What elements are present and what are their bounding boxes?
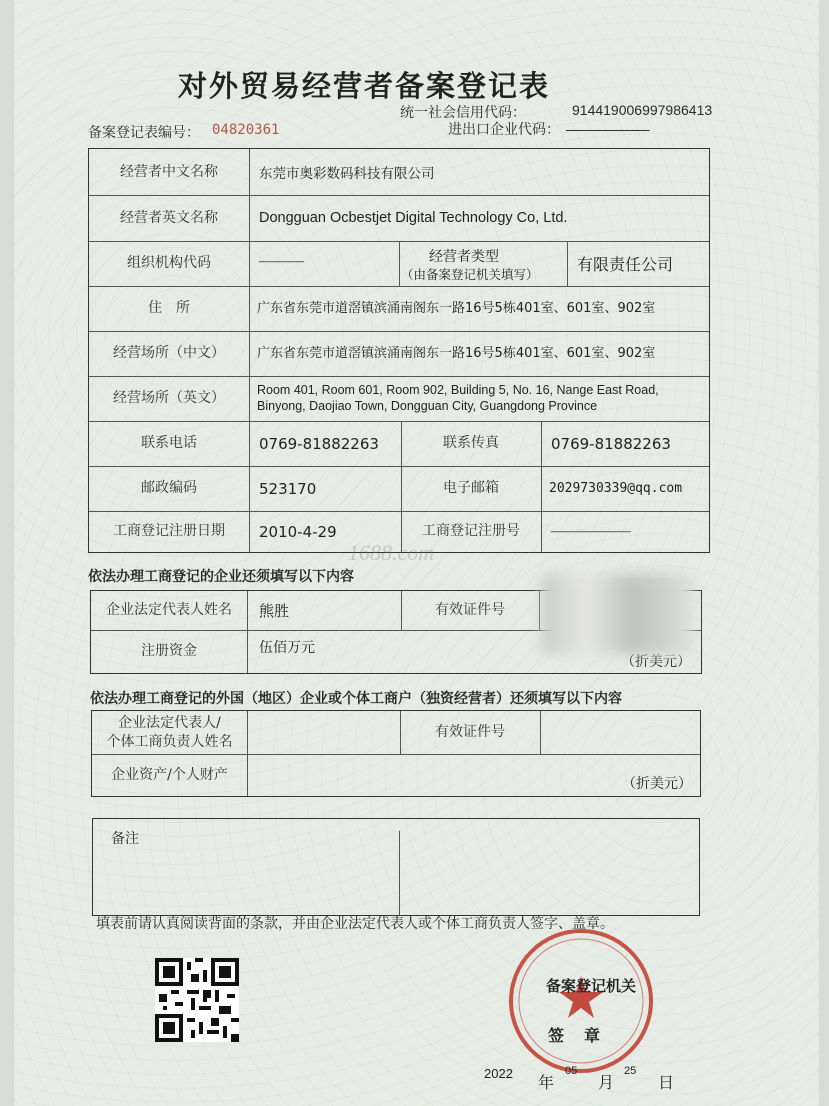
place-en-label: 经营场所（英文）	[113, 390, 225, 407]
fax-value: 0769-81882263	[551, 434, 671, 453]
main-info-table	[88, 148, 710, 553]
uscc-label: 统一社会信用代码：	[400, 105, 526, 121]
address-value: 广东省东莞市道滘镇滨涌南阁东一路16号5栋401室、601室、902室	[257, 300, 656, 316]
date-day-unit: 日	[658, 1073, 675, 1092]
date-year: 2022	[484, 1066, 513, 1081]
section3-heading: 依法办理工商登记的外国（地区）企业或个体工商户（独资经营者）还须填写以下内容	[90, 691, 622, 707]
org-code-value: _________	[259, 251, 304, 263]
postal-code-label: 邮政编码	[141, 480, 197, 497]
signature-note: 填表前请认真阅读背面的条款，并由企业法定代表人或个体工商负责人签字、盖章。	[96, 916, 614, 932]
authority-label: 备案登记机关	[546, 977, 637, 995]
reg-date-label: 工商登记注册日期	[113, 523, 225, 540]
cn-name-value: 东莞市奥彩数码科技有限公司	[259, 166, 435, 182]
reg-date-value: 2010-4-29	[259, 522, 337, 541]
usd-note-2: （折美元）	[622, 776, 692, 792]
rep-label-line1: 企业法定代表人/	[118, 714, 221, 731]
address-label: 住 所	[148, 300, 190, 317]
date-month-unit: 月	[598, 1073, 615, 1092]
serial-number-label: 备案登记表编号：	[88, 125, 200, 141]
id-number-label-2: 有效证件号	[435, 724, 505, 741]
reg-number-label: 工商登记注册号	[422, 523, 520, 540]
qr-code	[155, 958, 239, 1042]
registered-capital-value: 伍佰万元	[259, 640, 315, 656]
official-seal	[506, 926, 656, 1076]
sign-label: 签章	[548, 1026, 621, 1045]
email-label: 电子邮箱	[443, 480, 499, 497]
uscc-value: 914419006997986413	[572, 102, 713, 118]
postal-code-value: 523170	[259, 479, 317, 498]
ie-code-label: 进出口企业代码：	[448, 122, 560, 138]
operator-type-value: 有限责任公司	[577, 255, 674, 274]
place-cn-label: 经营场所（中文）	[113, 345, 225, 362]
redacted-id-number	[542, 574, 692, 654]
remarks-box	[92, 818, 700, 916]
fax-label: 联系传真	[443, 435, 499, 452]
phone-label: 联系电话	[141, 435, 197, 452]
assets-label: 企业资产/个人财产	[111, 766, 228, 783]
serial-number-value: 04820361	[212, 122, 280, 138]
remarks-label: 备注	[111, 831, 139, 847]
date-day: 25	[624, 1065, 637, 1077]
en-name-value: Dongguan Ocbestjet Digital Technology Co, Ltd.	[259, 210, 568, 226]
cn-name-label: 经营者中文名称	[120, 163, 218, 180]
operator-type-label: 经营者类型	[429, 249, 499, 265]
section2-heading: 依法办理工商登记的企业还须填写以下内容	[88, 569, 354, 585]
email-value: 2029730339@qq.com	[549, 481, 683, 496]
place-en-value: Room 401, Room 601, Room 902, Building 5, No. 16, Nange East Road, Binyong, Daojiao Town, Dongguan City, Guangdong Province	[257, 382, 659, 413]
ie-code-value: _______________	[566, 117, 649, 132]
legal-rep-name: 熊胜	[259, 602, 290, 620]
rep-label-line2: 个体工商负责人姓名	[106, 733, 233, 750]
operator-type-note: （由备案登记机关填写）	[401, 267, 539, 282]
date-year-unit: 年	[538, 1073, 555, 1092]
en-name-label: 经营者英文名称	[120, 209, 218, 226]
reg-number-value: ________________	[551, 522, 631, 533]
registered-capital-label: 注册资金	[141, 643, 197, 660]
place-cn-value: 广东省东莞市道滘镇滨涌南阁东一路16号5栋401室、601室、902室	[257, 345, 656, 361]
foreign-enterprise-table	[91, 710, 701, 797]
date-month: 05	[565, 1065, 578, 1077]
usd-note: （折美元）	[621, 654, 691, 670]
legal-rep-label: 企业法定代表人姓名	[106, 602, 232, 619]
id-number-label: 有效证件号	[435, 602, 505, 619]
org-code-label: 组织机构代码	[127, 255, 211, 272]
watermark: 1688.com	[348, 540, 435, 565]
document-title: 对外贸易经营者备案登记表	[178, 69, 551, 103]
phone-value: 0769-81882263	[259, 434, 379, 453]
